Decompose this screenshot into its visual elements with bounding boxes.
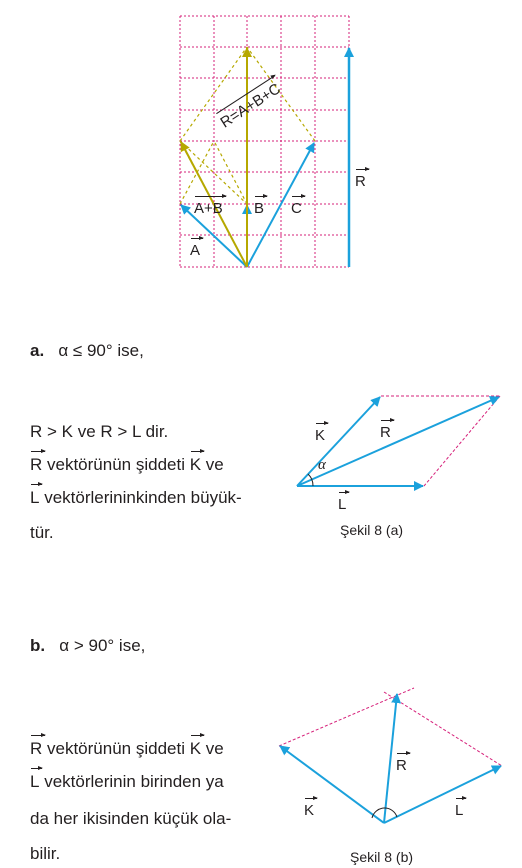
section-b-line3: da her ikisinden küçük ola- (30, 809, 232, 828)
vector-R-a (297, 397, 499, 486)
label-R-b: R (396, 757, 407, 774)
section-b-line1: R vektörünün şiddeti K ve (30, 739, 224, 758)
figure-8a (297, 396, 500, 486)
section-b-line2: L vektörlerinin birinden ya (30, 772, 224, 791)
label-R-side: R (355, 173, 366, 190)
section-b-heading: b. α > 90° ise, (30, 636, 146, 655)
caption-8a: Şekil 8 (a) (340, 522, 404, 538)
label-L-b: L (455, 802, 464, 819)
section-b-line4: bilir. (30, 844, 61, 863)
vector-K-b (280, 746, 384, 823)
section-a-line1: R > K ve R > L dir. (30, 422, 169, 441)
label-L-a: L (338, 496, 347, 513)
label-alpha-a: α (318, 457, 326, 473)
label-A: A (190, 242, 201, 259)
label-R-a: R (380, 424, 391, 441)
label-R-sum: R=A+B+C (217, 80, 284, 132)
label-K-b: K (304, 802, 315, 819)
section-a-line4: tür. (30, 523, 54, 542)
vector-K-a (297, 397, 380, 486)
section-a-heading: a. α ≤ 90° ise, (30, 341, 144, 360)
grid (180, 16, 349, 267)
section-a-line3: L vektörlerininkinden büyük- (30, 488, 242, 507)
caption-8b: Şekil 8 (b) (350, 849, 414, 865)
vector-L-b (384, 766, 501, 823)
section-a-line2: R vektörünün şiddeti K ve (30, 455, 224, 474)
label-K-a: K (315, 427, 326, 444)
label-AplusB: A+B (194, 200, 223, 217)
label-C: C (291, 200, 302, 217)
label-B: B (254, 200, 265, 217)
